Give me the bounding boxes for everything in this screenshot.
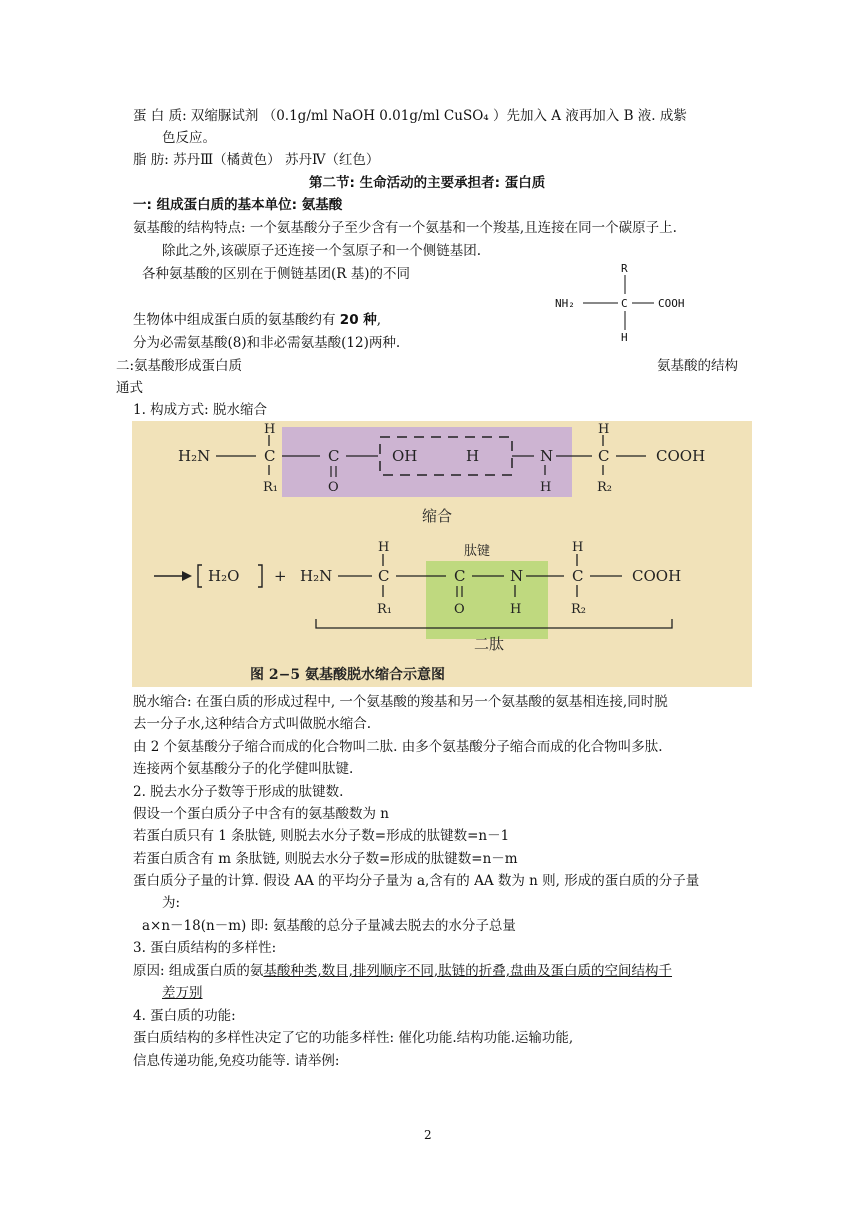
- text-line: 信息传递功能,免疫功能等. 请举例:: [133, 1053, 340, 1069]
- text-line: 若蛋白质含有 m 条肽链, 则脱去水分子数=形成的肽键数=n－m: [133, 851, 518, 867]
- text-line: 为:: [162, 895, 181, 911]
- row2-cooh: COOH: [632, 567, 682, 585]
- side-caption: 氨基酸的结构: [657, 358, 738, 374]
- row2-n: N: [510, 567, 524, 585]
- diagram-caption: 图 2−5 氨基酸脱水缩合示意图: [250, 667, 445, 683]
- row1-oh: OH: [392, 447, 418, 465]
- text-part: 原因: 组成蛋白质的氨: [133, 963, 264, 979]
- row2-r1: R₁: [377, 602, 392, 617]
- text-line: 脱水缩合: 在蛋白质的形成过程中, 一个氨基酸的羧基和另一个氨基酸的氨基相连接,同时脱: [133, 694, 668, 710]
- row1-c1: C: [264, 447, 276, 465]
- condense-highlight: [282, 427, 572, 497]
- condense-label: 缩合: [422, 507, 453, 525]
- formula-c: C: [621, 297, 628, 310]
- row1-h-top1: H: [264, 422, 276, 437]
- text-line: a×n－18(n－m) 即: 氨基酸的总分子量减去脱去的水分子总量: [142, 918, 516, 934]
- text-line: [133, 310, 381, 330]
- row2-plus: +: [274, 567, 287, 585]
- text-line: [133, 961, 672, 981]
- row2-h-top1: H: [378, 540, 390, 555]
- peptide-bond-highlight: [426, 561, 548, 639]
- formula-nh2: NH₂: [555, 297, 575, 310]
- page-number: 2: [424, 1128, 432, 1142]
- row2-h2o: H₂O: [208, 567, 240, 585]
- formula-h: H: [621, 331, 628, 344]
- text-line: 色反应。: [162, 130, 216, 146]
- text-line: 由 2 个氨基酸分子缩合而成的化合物叫二肽. 由多个氨基酸分子缩合而成的化合物叫多肽.: [133, 739, 663, 755]
- row1-o: O: [328, 480, 339, 495]
- dipeptide-label: 二肽: [474, 635, 505, 653]
- bold-count: 20 种: [339, 312, 377, 328]
- underlined-text: 基酸种类,数目,排列顺序不同,肽链的折叠,盘曲及蛋白质的空间结构千: [263, 963, 673, 979]
- text-line: 各种氨基酸的区别在于侧链基团(R 基)的不同: [142, 266, 410, 282]
- side-caption-cont: 通式: [116, 380, 143, 396]
- text-line: 若蛋白质只有 1 条肽链, 则脱去水分子数=形成的肽键数=n－1: [133, 828, 510, 844]
- text-part: ,: [376, 312, 382, 328]
- underlined-text: 差万别: [162, 985, 203, 1001]
- row1-c2: C: [328, 447, 340, 465]
- heading-1: 一: 组成蛋白质的基本单位: 氨基酸: [133, 197, 343, 213]
- row2-h-top2: H: [572, 540, 584, 555]
- row2-o: O: [454, 602, 465, 617]
- row1-h: H: [466, 447, 480, 465]
- row1-r2: R₂: [597, 480, 612, 495]
- row1-n: N: [540, 447, 554, 465]
- row1-h2n: H₂N: [178, 447, 211, 465]
- peptide-bond-label: 肽键: [464, 544, 491, 559]
- row1-c3: C: [598, 447, 610, 465]
- text-part: 生物体中组成蛋白质的氨基酸约有: [133, 312, 340, 328]
- text-line: 氨基酸的结构特点: 一个氨基酸分子至少含有一个氨基和一个羧基,且连接在同一个碳原子上.: [133, 220, 677, 236]
- text-line: 蛋白质分子量的计算. 假设 AA 的平均分子量为 a,含有的 AA 数为 n 则, 形成的蛋白质的分子量: [133, 873, 700, 889]
- row2-c2: C: [454, 567, 466, 585]
- amino-acid-formula: [550, 262, 710, 344]
- text-line: 蛋白质结构的多样性决定了它的功能多样性: 催化功能.结构功能.运输功能,: [133, 1030, 574, 1046]
- row2-c1: C: [378, 567, 390, 585]
- row2-r2: R₂: [571, 602, 586, 617]
- text-line: 4. 蛋白质的功能:: [133, 1008, 236, 1024]
- text-line: 分为必需氨基酸(8)和非必需氨基酸(12)两种.: [133, 335, 401, 351]
- text-line: 去一分子水,这种结合方式叫做脱水缩合.: [133, 716, 372, 732]
- heading-2: 二:氨基酸形成蛋白质: [116, 358, 243, 374]
- text-line: 3. 蛋白质结构的多样性:: [133, 940, 277, 956]
- text-line: 脂 肪: 苏丹Ⅲ（橘黄色） 苏丹Ⅳ（红色）: [133, 152, 380, 168]
- row2-h2n: H₂N: [300, 567, 333, 585]
- row1-r1: R₁: [263, 480, 278, 495]
- row2-c3: C: [572, 567, 584, 585]
- text-line: 2. 脱去水分子数等于形成的肽键数.: [133, 784, 344, 800]
- section-title: 第二节: 生命活动的主要承担者: 蛋白质: [309, 175, 546, 191]
- row2-h-bot: H: [510, 602, 522, 617]
- condensation-diagram: [132, 421, 752, 687]
- formula-r: R: [621, 262, 628, 275]
- row1-h-top2: H: [598, 422, 610, 437]
- formula-cooh: COOH: [658, 297, 685, 310]
- text-line: 1. 构成方式: 脱水缩合: [133, 402, 268, 418]
- text-line: 连接两个氨基酸分子的化学健叫肽键.: [133, 761, 354, 777]
- row1-cooh: COOH: [656, 447, 706, 465]
- text-line: 假设一个蛋白质分子中含有的氨基酸数为 n: [133, 806, 389, 822]
- row1-h-bot: H: [540, 480, 552, 495]
- text-line: 蛋 白 质: 双缩脲试剂 （0.1g/ml NaOH 0.01g/ml CuSO₄ ）先加入 A 液再加入 B 液. 成紫: [133, 108, 687, 124]
- text-line: 除此之外,该碳原子还连接一个氢原子和一个侧链基团.: [162, 243, 482, 259]
